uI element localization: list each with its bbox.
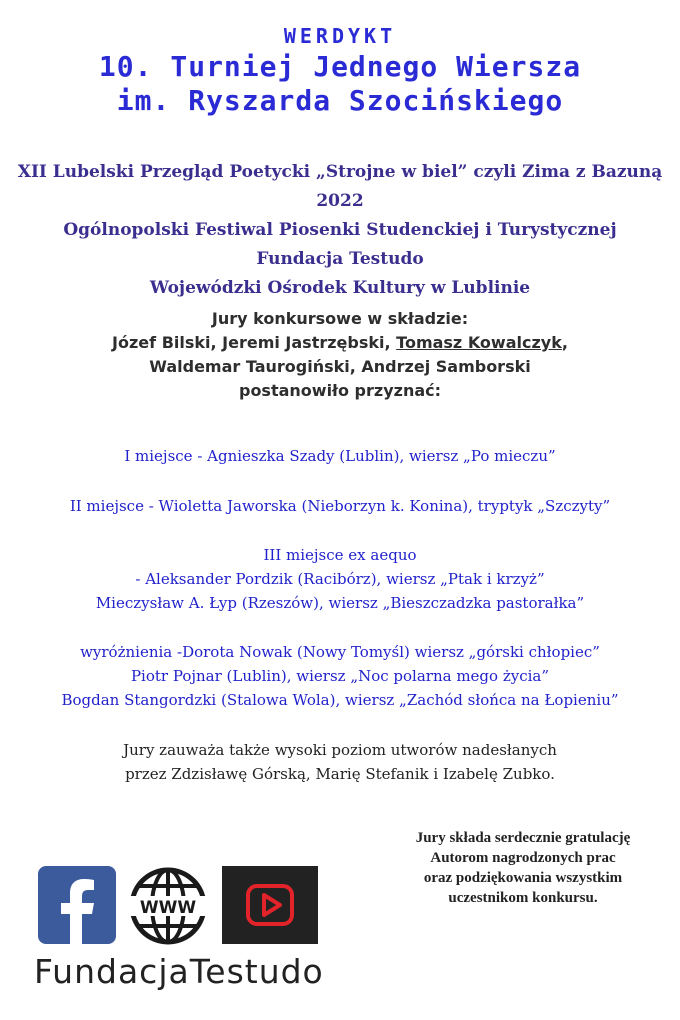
organizer-line: Wojewódzki Ośrodek Kultury w Lublinie <box>149 278 531 298</box>
foundation-brand: FundacjaTestudo <box>34 952 324 991</box>
title-line-1: 10. Turniej Jednego Wiersza <box>98 50 582 83</box>
honorable-mentions <box>0 640 680 712</box>
jury-notice <box>0 738 680 786</box>
tournament-title <box>0 50 680 118</box>
organizers <box>0 158 680 303</box>
facebook-icon[interactable] <box>38 866 116 944</box>
globe-www-icon[interactable] <box>128 866 208 946</box>
award-second: II miejsce - Wioletta Jaworska (Nieborzyn k. Konina), tryptyk „Szczyty” <box>69 497 611 515</box>
jury-decision: postanowiło przyznać: <box>238 381 442 400</box>
award-third-item: - Aleksander Pordzik (Racibórz), wiersz „Ptak i krzyż” <box>135 570 545 588</box>
thanks-line: Jury składa serdecznie gratulację <box>415 830 631 846</box>
award-third-item: Mieczysław A. Łyp (Rzeszów), wiersz „Bieszczadzka pastorałka” <box>95 594 585 612</box>
notice-line: przez Zdzisławę Górską, Marię Stefanik i Izabelę Zubko. <box>125 765 555 783</box>
award-third <box>0 543 680 615</box>
award-third-header: III miejsce ex aequo <box>263 546 417 564</box>
jury-members-line-2: Waldemar Taurogiński, Andrzej Samborski <box>149 357 531 376</box>
jury-members-comma: , <box>561 333 568 352</box>
title-line-2: im. Ryszarda Szocińskiego <box>116 84 564 117</box>
www-label: WWW <box>139 898 197 918</box>
thanks-line: oraz podziękowania wszystkim <box>423 870 623 886</box>
jury-section <box>0 307 680 403</box>
thanks-note <box>368 828 678 908</box>
organizer-line: Fundacja Testudo <box>256 249 424 269</box>
youtube-icon[interactable] <box>222 866 318 944</box>
thanks-line: Autorom nagrodzonych prac <box>430 850 616 866</box>
jury-intro: Jury konkursowe w składzie: <box>211 309 469 328</box>
jury-members-a: Józef Bilski, Jeremi Jastrzębski, <box>112 333 397 352</box>
honorable-mention-item: Piotr Pojnar (Lublin), wiersz „Noc polarna mego życia” <box>130 667 550 685</box>
award-first: I miejsce - Agnieszka Szady (Lublin), wiersz „Po mieczu” <box>124 447 556 465</box>
honorable-mention-item: wyróżnienia -Dorota Nowak (Nowy Tomyśl) wiersz „górski chłopiec” <box>80 643 600 661</box>
organizer-line: Ogólnopolski Festiwal Piosenki Studenckiej i Turystycznej <box>63 220 617 240</box>
jury-members-line <box>0 331 680 355</box>
verdict-heading: WERDYKT <box>283 24 397 48</box>
notice-line: Jury zauważa także wysoki poziom utworów nadesłanych <box>123 741 557 759</box>
jury-member-link[interactable]: Tomasz Kowalczyk <box>396 333 562 352</box>
thanks-line: uczestnikom konkursu. <box>448 890 598 906</box>
honorable-mention-item: Bogdan Stangordzki (Stalowa Wola), wiersz „Zachód słońca na Łopieniu” <box>61 691 619 709</box>
organizer-line: XII Lubelski Przegląd Poetycki „Strojne w biel” czyli Zima z Bazuną 2022 <box>17 162 663 211</box>
